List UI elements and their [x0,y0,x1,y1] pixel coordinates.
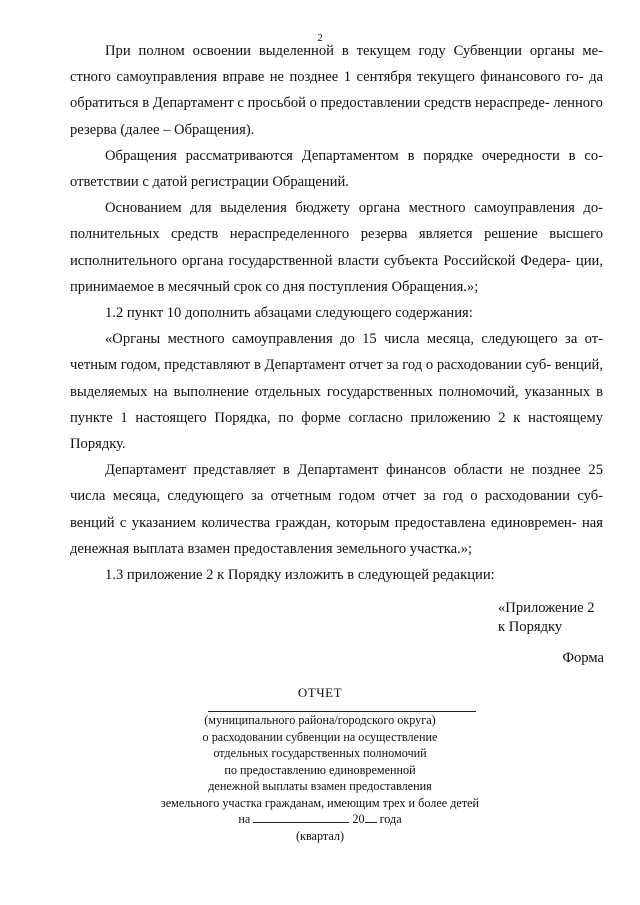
report-subtitle [150,712,490,844]
year-blank [365,811,377,823]
paragraph-line: ции, принимаемое в месячный срок со дня поступления Обращения.»; [70,252,603,295]
paragraph-line: исполнительного органа государственной власти субъекта Российской Федера- [70,252,571,269]
report-date-line [150,811,490,828]
paragraph-line: венций, выделяемых на выполнение отдельных государственных полномочий, [70,357,603,400]
paragraph-line: да обратиться в Департамент с просьбой о предоставлении средств нераспреде- [70,69,603,112]
paragraph [70,143,603,195]
year-prefix: 20 [352,812,365,826]
paragraph-line: Обращения рассматриваются Департаментом в порядке очередности в со- [105,147,603,164]
report-subtitle-line: земельного участка гражданам, имеющим трех и более детей [160,795,480,810]
paragraph-line: венций с указанием количества граждан, которым предоставлена единовремен- [70,514,577,531]
appendix-line-2: к Порядку [498,619,563,635]
paragraph-line: настоящему Порядку. [70,409,603,453]
quarter-label: (квартал) [295,828,345,843]
report-subtitle-line: денежной выплаты взамен предоставления [208,779,432,793]
paragraph-line: указанных в пункте 1 настоящего Порядка, по форме согласно приложению 2 к [70,383,603,426]
paragraph [70,195,603,300]
quarter-blank [253,811,349,823]
paragraph [70,562,603,588]
paragraph-line: Основанием для выделения бюджету органа местного самоуправления до- [105,200,603,217]
paragraph-line: Департамент представляет в Департамент финансов области не позднее 25 [105,462,603,479]
report-subtitle-line: о расходовании субвенции на осуществление [202,729,438,744]
paragraph-line: 1.2 пункт 10 дополнить абзацами следующего содержания: [105,305,473,322]
paragraph-line: ленного резерва (далее – Обращения). [70,95,603,138]
date-suffix: года [379,812,402,826]
paragraph-line: полнительных средств нераспределенного резерва является решение высшего [70,226,603,243]
document-body [70,38,603,588]
paragraph [70,457,603,562]
paragraph-line: При полном освоении выделенной в текущем году Субвенции органы ме- [105,43,603,59]
report-title: ОТЧЕТ [297,685,343,700]
appendix-line-1: «Приложение 2 [498,600,595,616]
page-number: 2 [317,32,323,44]
report-subtitle-line: отдельных государственных полномочий [213,746,427,760]
paragraph-line: стного самоуправления вправе не позднее 1 сентября текущего финансового го- [70,69,584,86]
paragraph [70,300,603,326]
paragraph [70,38,603,143]
paragraph-line: 1.3 приложение 2 к Порядку изложить в следующей редакции: [105,567,495,584]
report-subtitle-line: (муниципального района/городского округа) [204,713,436,727]
paragraph [70,326,603,457]
paragraph-line: четным годом, представляют в Департамент отчет за год о расходовании суб- [70,357,552,374]
paragraph-line: числа месяца, следующего за отчетным годом отчет за год о расходовании суб- [70,488,603,505]
paragraph-line: ответствии с датой регистрации Обращений. [70,174,349,191]
date-prefix: на [238,812,251,826]
form-label: Форма [562,650,604,666]
paragraph-line: «Органы местного самоуправления до 15 числа месяца, следующего за от- [105,331,603,348]
report-subtitle-line: по предоставлению единовременной [224,762,416,777]
paragraph-line: ная денежная выплата взамен предоставления земельного участка.»; [70,514,603,557]
